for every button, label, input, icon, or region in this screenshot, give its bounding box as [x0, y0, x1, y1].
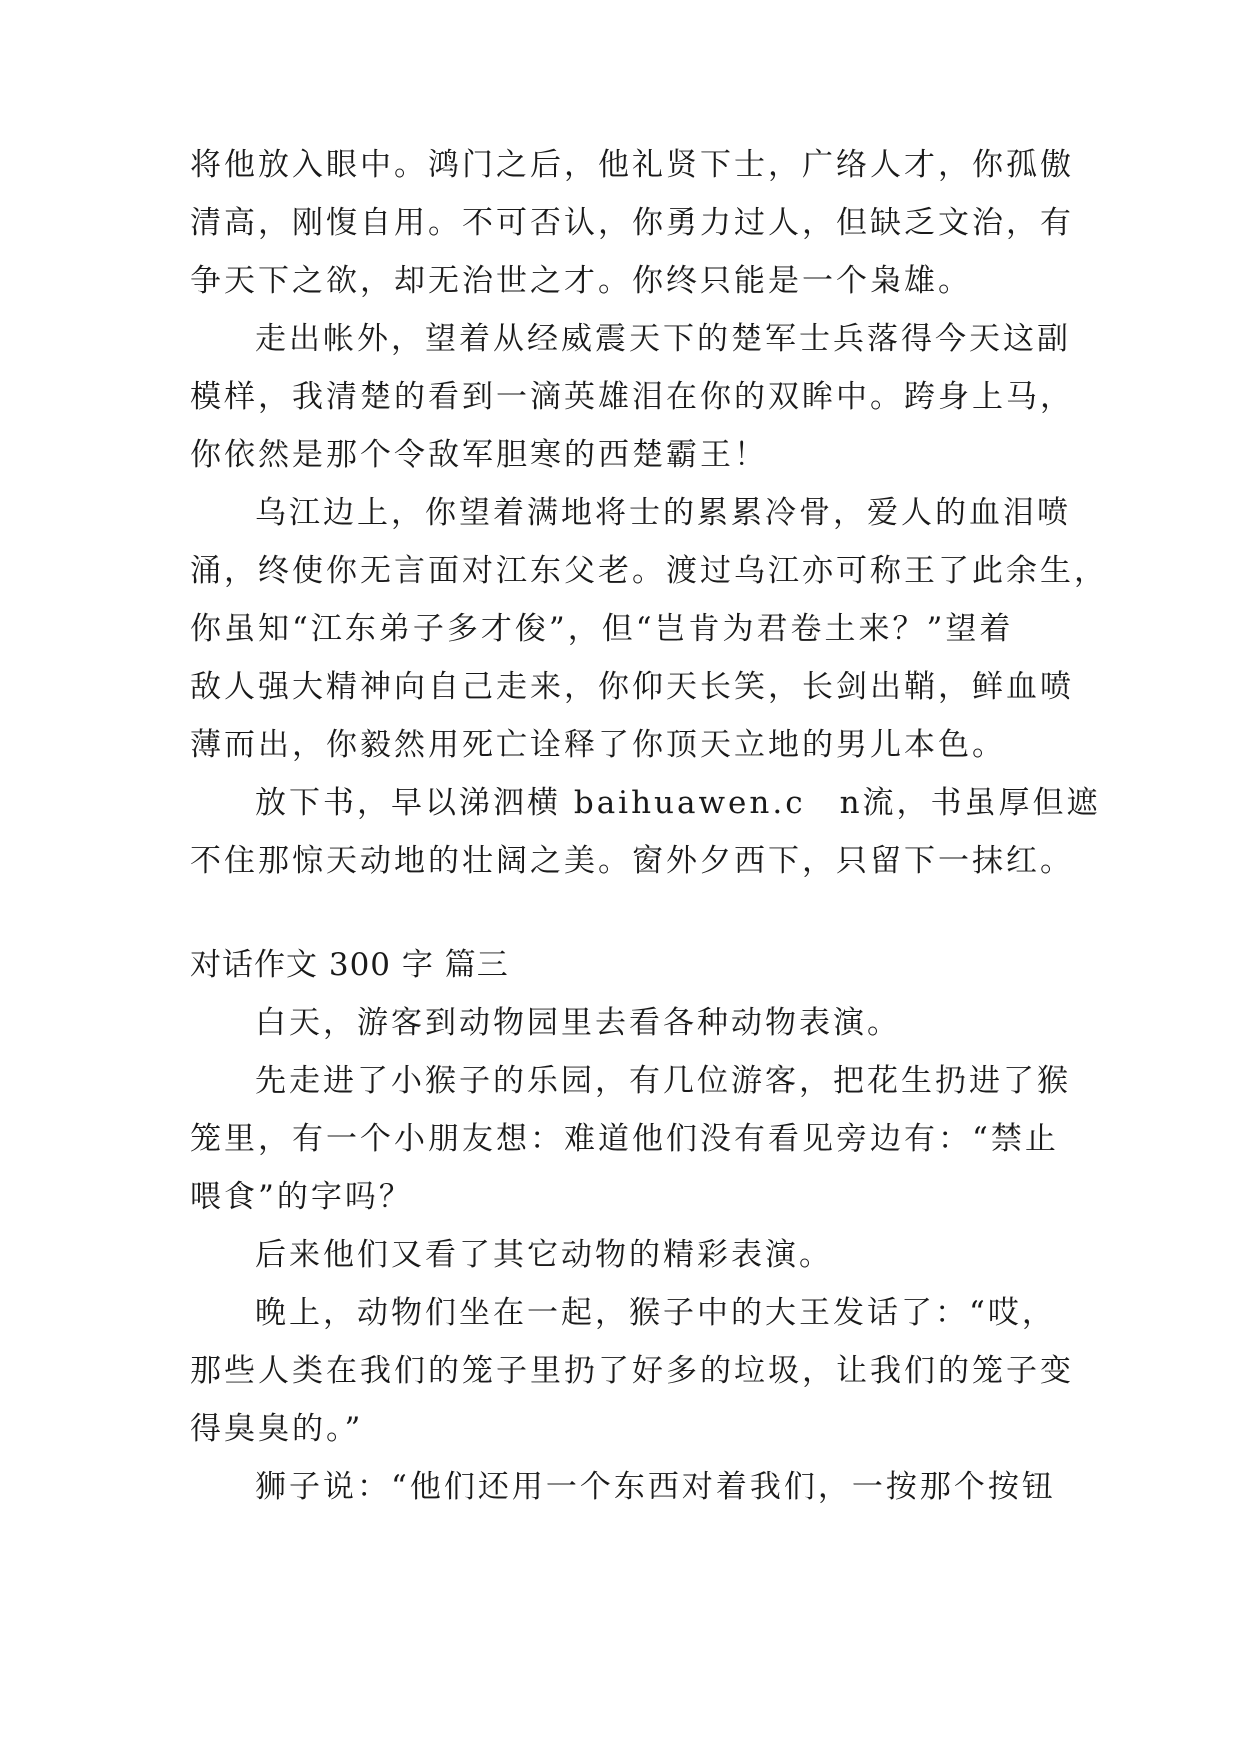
- paragraph-start: 先走进了小猴子的乐园，有几位游客，把花生扔进了猴: [255, 1063, 1071, 1099]
- text-line: 将他放入眼中。鸿门之后，他礼贤下士，广络人才，你孤傲: [190, 147, 1074, 183]
- text-line: 争天下之欲，却无治世之才。你终只能是一个枭雄。: [190, 263, 972, 299]
- text-line: 那些人类在我们的笼子里扔了好多的垃圾，让我们的笼子变: [190, 1353, 1074, 1389]
- text-line: 你虽知“江东弟子多才俊”，但“岂肯为君卷土来？”望着: [190, 611, 1014, 647]
- text-line: 清高，刚愎自用。不可否认，你勇力过人，但缺乏文治，有: [190, 205, 1074, 241]
- paragraph-start: 白天，游客到动物园里去看各种动物表演。: [255, 1005, 901, 1041]
- text-line: 薄而出，你毅然用死亡诠释了你顶天立地的男儿本色。: [190, 727, 1006, 763]
- paragraph-start: 放下书，早以涕泗横 baihuawen.c n流，书虽厚但遮: [255, 785, 1101, 821]
- paragraph-start: 晚上，动物们坐在一起，猴子中的大王发话了：“哎，: [255, 1295, 1056, 1331]
- text-line: 你依然是那个令敌军胆寒的西楚霸王！: [190, 437, 768, 473]
- text-line: 喂食”的字吗？: [190, 1179, 413, 1215]
- paragraph-start: 走出帐外，望着从经威震天下的楚军士兵落得今天这副: [255, 321, 1071, 357]
- text-line: 笼里，有一个小朋友想：难道他们没有看见旁边有：“禁止: [190, 1121, 1059, 1157]
- paragraph-start: 狮子说：“他们还用一个东西对着我们，一按那个按钮: [255, 1469, 1056, 1505]
- section-heading: 对话作文 300 字 篇三: [190, 947, 509, 983]
- text-line: 敌人强大精神向自己走来，你仰天长笑，长剑出鞘，鲜血喷: [190, 669, 1074, 705]
- text-line: 模样，我清楚的看到一滴英雄泪在你的双眸中。跨身上马，: [190, 379, 1074, 415]
- text-line: 不住那惊天动地的壮阔之美。窗外夕西下，只留下一抹红。: [190, 843, 1074, 879]
- text-line: 涌，终使你无言面对江东父老。渡过乌江亦可称王了此余生，: [190, 553, 1108, 589]
- paragraph-start: 后来他们又看了其它动物的精彩表演。: [255, 1237, 833, 1273]
- text-line: 得臭臭的。”: [190, 1411, 364, 1447]
- paragraph-start: 乌江边上，你望着满地将士的累累冷骨，爱人的血泪喷: [255, 495, 1071, 531]
